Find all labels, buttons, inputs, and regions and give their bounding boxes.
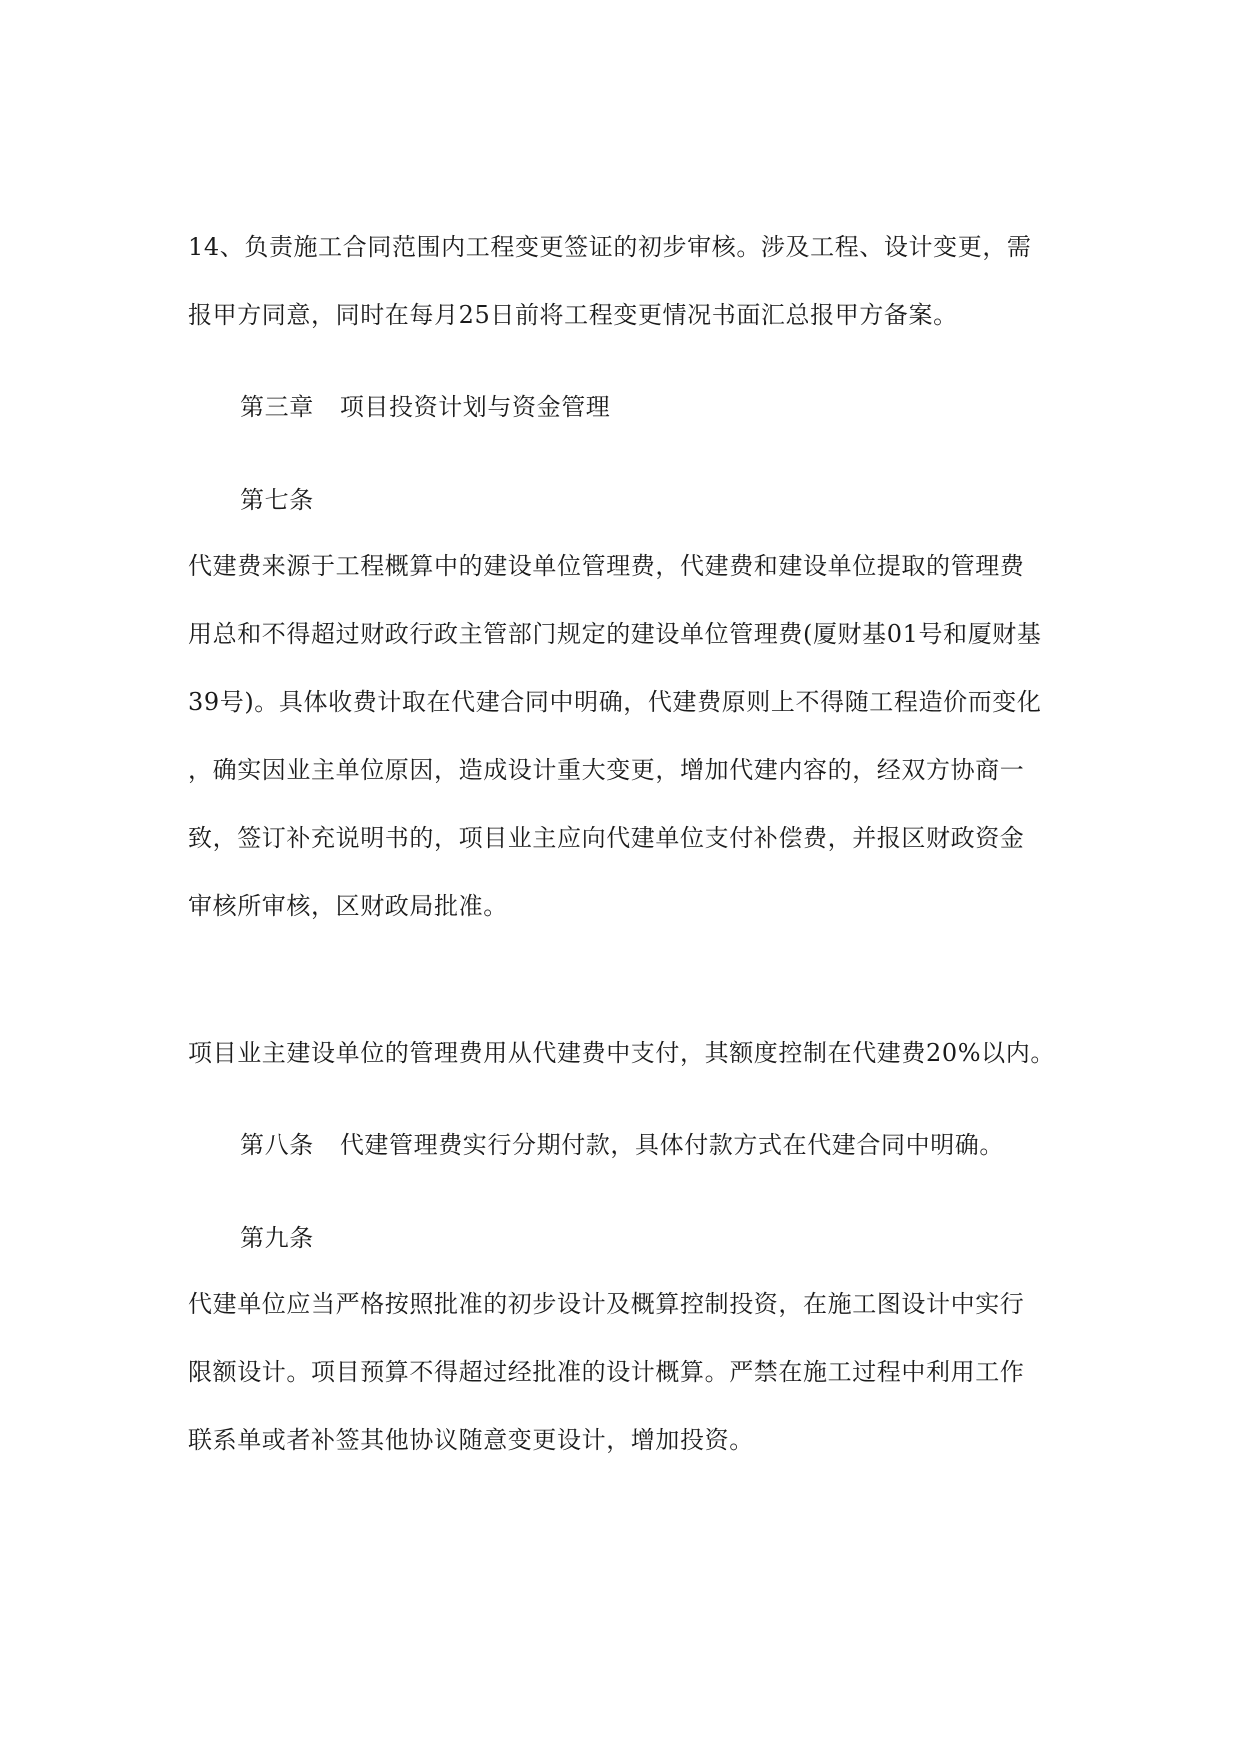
article9-line-3: 联系单或者补签其他协议随意变更设计，增加投资。: [188, 1426, 754, 1454]
item14-line-1: 14、负责施工合同范围内工程变更签证的初步审核。涉及工程、设计变更，需: [188, 233, 1032, 261]
chapter-title: 项目投资计划与资金管理: [339, 393, 611, 421]
article8-text: 代建管理费实行分期付款，具体付款方式在代建合同中明确。: [339, 1131, 1005, 1159]
article7-line-5: 致，签订补充说明书的，项目业主应向代建单位支付补偿费，并报区财政资金: [188, 824, 1025, 852]
article9-line-2: 限额设计。项目预算不得超过经批准的设计概算。严禁在施工过程中利用工作: [188, 1358, 1025, 1386]
article7-line-1: 代建费来源于工程概算中的建设单位管理费，代建费和建设单位提取的管理费: [188, 552, 1025, 580]
article9-line-1: 代建单位应当严格按照批准的初步设计及概算控制投资，在施工图设计中实行: [188, 1290, 1025, 1318]
article7-heading: 第七条: [240, 486, 314, 514]
chapter-number: 第三章: [240, 393, 314, 421]
article8: [240, 1128, 1004, 1162]
article7-extra: 项目业主建设单位的管理费用从代建费中支付，其额度控制在代建费20%以内。: [188, 1039, 1055, 1067]
article7-line-4: ，确实因业主单位原因，造成设计重大变更，增加代建内容的，经双方协商一: [188, 756, 1025, 784]
article7-line-2: 用总和不得超过财政行政主管部门规定的建设单位管理费(厦财基01号和厦财基: [188, 620, 1042, 648]
item14-line-2: 报甲方同意，同时在每月25日前将工程变更情况书面汇总报甲方备案。: [188, 301, 958, 329]
article7-line-3: 39号)。具体收费计取在代建合同中明确，代建费原则上不得随工程造价而变化: [188, 688, 1042, 716]
chapter-heading: [240, 390, 610, 424]
article9-heading: 第九条: [240, 1224, 314, 1252]
article7-line-6: 审核所审核，区财政局批准。: [188, 892, 508, 920]
article8-heading: 第八条: [240, 1131, 314, 1159]
